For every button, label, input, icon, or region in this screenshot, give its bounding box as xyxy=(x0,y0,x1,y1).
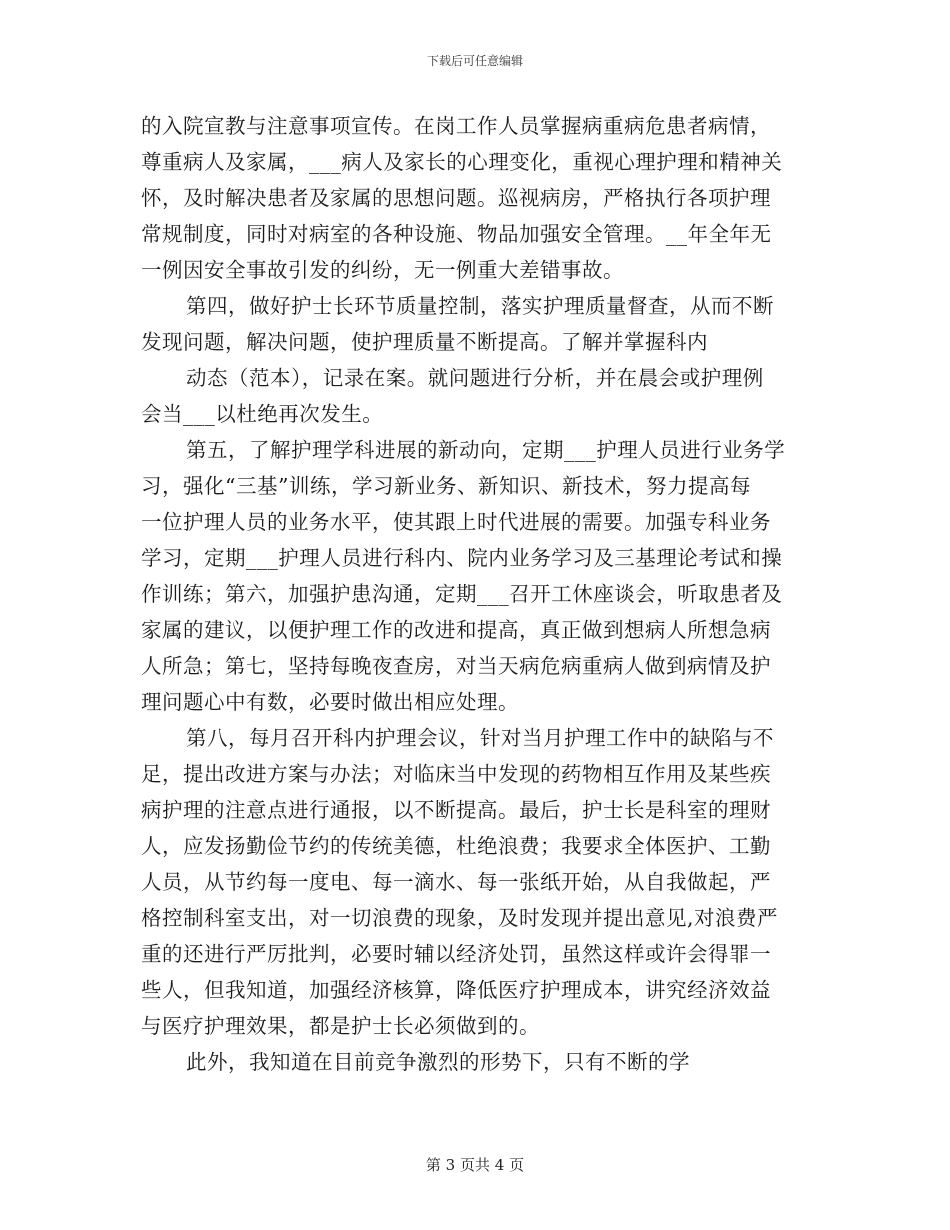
text-line: 尊重病人及家属，___病人及家长的心理变化，重视心理护理和精神关 xyxy=(141,150,783,174)
text-line: 病护理的注意点进行通报，以不断提高。最后，护士长是科室的理财 xyxy=(141,798,771,822)
text-line: 一位护理人员的业务水平，使其跟上时代进展的需要。加强专科业务 xyxy=(141,510,771,534)
text-line: 此外，我知道在目前竞争激烈的形势下，只有不断的学 xyxy=(186,1050,690,1074)
document-body xyxy=(141,108,811,1080)
text-line: 第五，了解护理学科进展的新动向，定期___护理人员进行业务学 xyxy=(186,438,786,462)
text-line: 第四，做好护士长环节质量控制，落实护理质量督查，从而不断 xyxy=(186,294,774,318)
text-line: 学习，定期___护理人员进行科内、院内业务学习及三基理论考试和操 xyxy=(141,546,783,570)
text-line: 的入院宣教与注意事项宣传。在岗工作人员掌握病重病危患者病情， xyxy=(141,114,771,138)
text-line: 发现问题，解决问题，使护理质量不断提高。了解并掌握科内 xyxy=(141,330,708,354)
text-line: 一例因安全事故引发的纠纷，无一例重大差错事故。 xyxy=(141,258,624,282)
page-header: 下载后可任意编辑 xyxy=(426,54,523,68)
text-line: 些人，但我知道，加强经济核算，降低医疗护理成本，讲究经济效益 xyxy=(141,978,771,1002)
text-line: 人所急；第七，坚持每晚夜查房，对当天病危病重病人做到病情及护 xyxy=(141,654,771,678)
text-line: 格控制科室支出，对一切浪费的现象，及时发现并提出意见,对浪费严 xyxy=(141,906,779,930)
text-line: 与医疗护理效果，都是护士长必须做到的。 xyxy=(141,1014,540,1038)
text-line: 家属的建议，以便护理工作的改进和提高，真正做到想病人所想急病 xyxy=(141,618,771,642)
text-line: 作训练；第六，加强护患沟通，定期___召开工休座谈会，听取患者及 xyxy=(141,582,783,606)
text-line: 理问题心中有数，必要时做出相应处理。 xyxy=(141,690,519,714)
text-line: 人员，从节约每一度电、每一滴水、每一张纸开始，从自我做起，严 xyxy=(141,870,771,894)
text-line: 足，提出改进方案与办法；对临床当中发现的药物相互作用及某些疾 xyxy=(141,762,771,786)
text-line: 怀，及时解决患者及家属的思想问题。巡视病房，严格执行各项护理 xyxy=(141,186,771,210)
text-line: 重的还进行严厉批判，必要时辅以经济处罚，虽然这样或许会得罪一 xyxy=(141,942,771,966)
text-line: 第八，每月召开科内护理会议，针对当月护理工作中的缺陷与不 xyxy=(186,726,774,750)
text-line: 人，应发扬勤俭节约的传统美德，杜绝浪费；我要求全体医护、工勤 xyxy=(141,834,771,858)
text-line: 常规制度，同时对病室的各种设施、物品加强安全管理。__年全年无 xyxy=(141,222,772,246)
text-line: 动态（范本），记录在案。就问题进行分析，并在晨会或护理例 xyxy=(186,366,764,390)
text-line: 会当___以杜绝再次发生。 xyxy=(141,402,384,426)
text-line: 习，强化“三基”训练，学习新业务、新知识、新技术，努力提高每 xyxy=(141,474,751,498)
page-footer: 第 3 页共 4 页 xyxy=(425,1156,525,1174)
